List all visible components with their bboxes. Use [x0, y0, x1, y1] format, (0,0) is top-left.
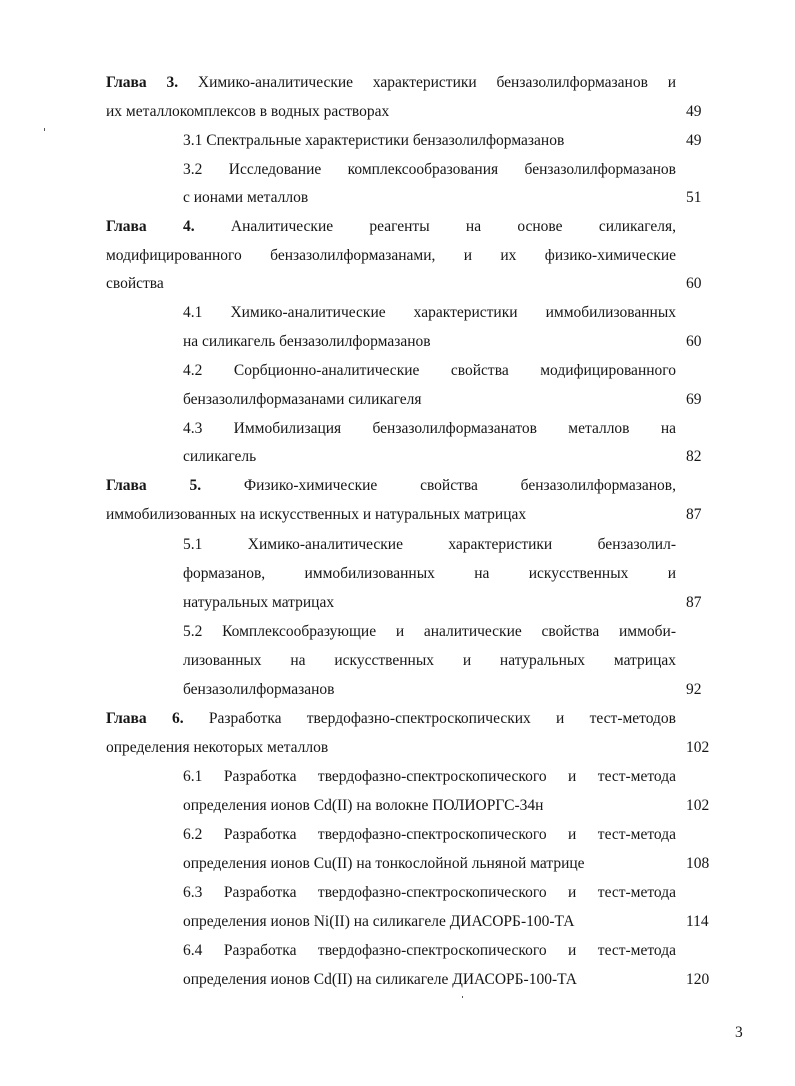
section-4-3-line1: 4.3 Иммобилизация бензазолилформазанатов металлов на — [183, 420, 676, 437]
section-5-1-line1: 5.1 Химико-аналитические характеристики бензазолил- — [183, 536, 676, 553]
section-6-3-line2: определения ионов Ni(II) на силикагеле ДИАСОРБ-100-ТА — [183, 913, 575, 930]
chapter-6-page: 102 — [686, 739, 710, 756]
chapter-4-word: Аналитические — [230, 218, 334, 235]
chapter-4-number: 4. — [182, 218, 195, 235]
chapter-4-title-line3: свойства — [106, 275, 164, 292]
section-4-2-page: 69 — [686, 391, 702, 408]
section-4-2-line1: 4.2 Сорбционно-аналитические свойства модифицированного — [183, 362, 676, 379]
section-6-1-line1: 6.1 Разработка твердофазно-спектроскопического и тест-метода — [183, 768, 676, 785]
section-4-3-line2: силикагель — [183, 448, 257, 465]
chapter-5-heading — [106, 475, 676, 497]
chapter-4-word: реагенты — [369, 218, 430, 235]
section-6-2-line1: 6.2 Разработка твердофазно-спектроскопического и тест-метода — [183, 826, 676, 843]
section-6-2-page: 108 — [686, 855, 710, 872]
section-4-2-line2: бензазолилформазанами силикагеля — [183, 391, 422, 408]
chapter-4-page: 60 — [686, 275, 702, 292]
section-3-2-line2: с ионами металлов — [183, 189, 309, 206]
section-5-1-line3: натуральных матрицах — [183, 594, 335, 611]
section-6-3-line1: 6.3 Разработка твердофазно-спектроскопического и тест-метода — [183, 884, 676, 901]
section-5-2-line1: 5.2 Комплексообразующие и аналитические свойства иммоби- — [183, 623, 676, 640]
chapter-5-word: свойства — [420, 477, 478, 494]
chapter-4-title-line2: модифицированного бензазолилформазанами, и их физико-химические — [106, 247, 676, 264]
section-4-3-page: 82 — [686, 448, 702, 465]
chapter-3-heading — [106, 72, 676, 94]
section-3-1-page: 49 — [686, 132, 702, 149]
section-5-2-page: 92 — [686, 681, 702, 698]
section-6-1-line2: определения ионов Cd(II) на волокне ПОЛИОРГС-34н — [183, 797, 544, 814]
section-4-1-line2: на силикагель бензазолилформазанов — [183, 333, 431, 350]
scan-speck — [462, 996, 463, 998]
chapter-5-number: 5. — [189, 477, 202, 494]
chapter-4-word: силикагеля, — [598, 218, 676, 235]
chapter-6-title-line1: Разработка твердофазно-спектроскопических и тест-методов — [208, 710, 676, 727]
scan-speck — [44, 128, 45, 131]
section-4-1-page: 60 — [686, 333, 702, 350]
chapter-3-prefix: Глава 3. — [106, 74, 179, 91]
chapter-4-word: Глава — [106, 218, 147, 235]
chapter-6-prefix: Глава 6. — [106, 710, 184, 727]
chapter-5-title-line2: иммобилизованных на искусственных и натуральных матрицах — [106, 506, 527, 523]
section-5-1-line2: формазанов, иммобилизованных на искусственных и — [183, 565, 676, 582]
page-number: 3 — [735, 1024, 743, 1041]
section-5-1-page: 87 — [686, 594, 702, 611]
section-6-3-page: 114 — [686, 913, 709, 930]
section-3-2-page: 51 — [686, 189, 702, 206]
chapter-5-word: бензазолилформазанов, — [520, 477, 676, 494]
chapter-4-word: на — [465, 218, 482, 235]
section-6-4-page: 120 — [686, 971, 710, 988]
chapter-4-heading — [106, 216, 676, 238]
chapter-6-title-line2: определения некоторых металлов — [106, 739, 329, 756]
section-4-1-line1: 4.1 Химико-аналитические характеристики иммобилизованных — [183, 304, 676, 321]
chapter-3-title-line2: их металлокомплексов в водных растворах — [106, 103, 390, 120]
section-3-2-line1: 3.2 Исследование комплексообразования бензазолилформазанов — [183, 161, 676, 178]
section-5-2-line2: лизованных на искусственных и натуральных матрицах — [183, 652, 676, 669]
section-5-2-line3: бензазолилформазанов — [183, 681, 335, 698]
section-6-4-line2: определения ионов Cd(II) на силикагеле ДИАСОРБ-100-ТА — [183, 971, 577, 988]
chapter-5-word: Физико-химические — [243, 477, 378, 494]
section-6-2-line2: определения ионов Cu(II) на тонкослойной льняной матрице — [183, 855, 585, 872]
section-3-1: 3.1 Спектральные характеристики бензазолилформазанов — [183, 132, 565, 149]
section-6-4-line1: 6.4 Разработка твердофазно-спектроскопического и тест-метода — [183, 942, 676, 959]
chapter-3-title-line1: Химико-аналитические характеристики бензазолилформазанов и — [197, 74, 676, 91]
chapter-5-word: Глава — [106, 477, 147, 494]
section-6-1-page: 102 — [686, 797, 710, 814]
chapter-4-word: основе — [517, 218, 563, 235]
chapter-6-heading — [106, 708, 676, 730]
chapter-3-page: 49 — [686, 103, 702, 120]
chapter-5-page: 87 — [686, 506, 702, 523]
